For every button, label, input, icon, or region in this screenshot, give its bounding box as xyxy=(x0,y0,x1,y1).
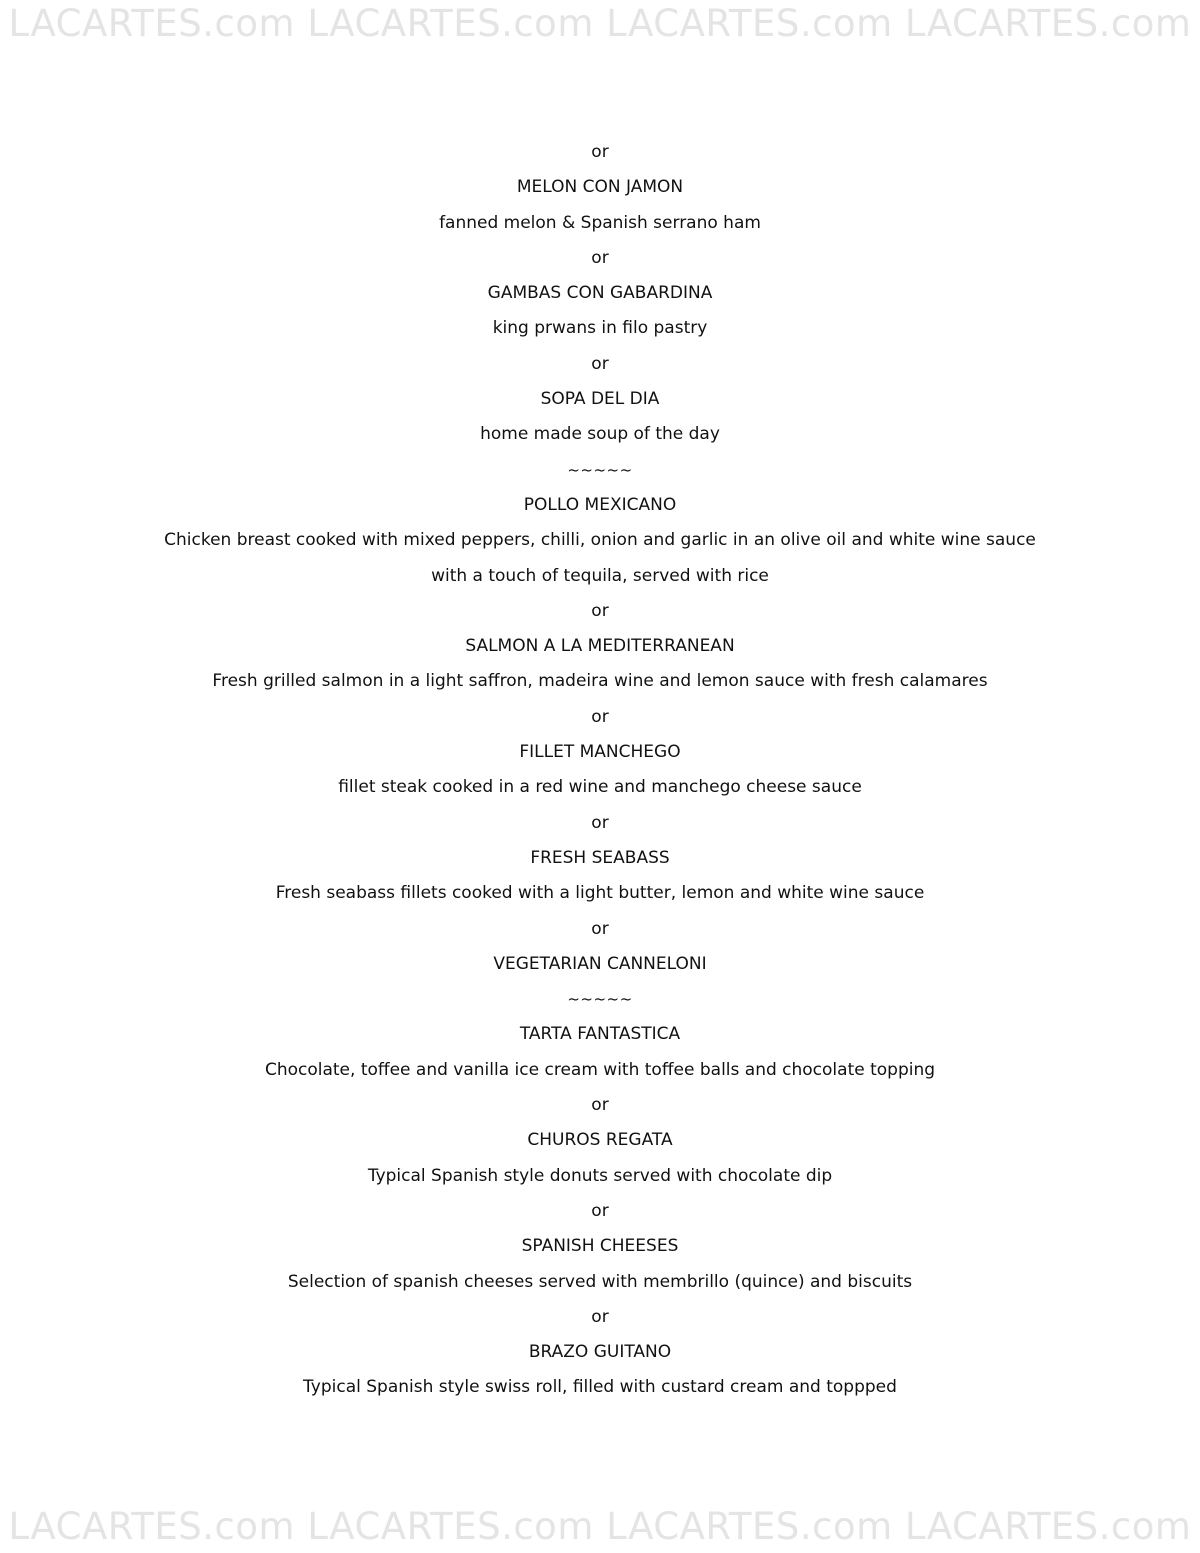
dish-name: SALMON A LA MEDITERRANEAN xyxy=(465,636,735,657)
menu-separator-or: or xyxy=(591,706,609,727)
menu-description: king prwans in filo pastry xyxy=(492,318,708,339)
menu-separator-or: or xyxy=(591,353,609,374)
watermark-bottom: LACARTES.com LACARTES.com LACARTES.com LACARTES.com xyxy=(8,1505,1192,1548)
menu-separator-or: or xyxy=(591,812,609,833)
dish-name: SPANISH CHEESES xyxy=(521,1236,679,1257)
menu-separator-or: or xyxy=(591,1095,609,1116)
dish-name: GAMBAS CON GABARDINA xyxy=(487,283,713,304)
menu-description: home made soup of the day xyxy=(480,424,720,445)
menu-description: Chicken breast cooked with mixed peppers, chilli, onion and garlic in an olive oil and white wine sauce xyxy=(164,530,1036,551)
dish-name: FILLET MANCHEGO xyxy=(519,742,681,763)
menu-description: Chocolate, toffee and vanilla ice cream with toffee balls and chocolate topping xyxy=(264,1059,936,1080)
dish-name: SOPA DEL DIA xyxy=(540,389,660,410)
menu-description: Typical Spanish style swiss roll, filled with custard cream and toppped xyxy=(303,1377,897,1398)
dish-name: VEGETARIAN CANNELONI xyxy=(493,953,707,974)
menu-description: Fresh grilled salmon in a light saffron, madeira wine and lemon sauce with fresh calamares xyxy=(212,671,988,692)
menu-separator-or: or xyxy=(591,1200,609,1221)
menu-separator-or: or xyxy=(591,918,609,939)
menu-list xyxy=(0,135,1200,1406)
menu-description: fanned melon & Spanish serrano ham xyxy=(439,212,761,233)
menu-description: Typical Spanish style donuts served with chocolate dip xyxy=(367,1165,833,1186)
menu-description: with a touch of tequila, served with rice xyxy=(431,565,769,586)
dish-name: FRESH SEABASS xyxy=(530,847,670,868)
course-divider: ~~~~~ xyxy=(567,990,633,1009)
dish-name: MELON CON JAMON xyxy=(516,177,684,198)
menu-description: Selection of spanish cheeses served with membrillo (quince) and biscuits xyxy=(287,1271,913,1292)
menu-description: fillet steak cooked in a red wine and manchego cheese sauce xyxy=(338,777,862,798)
watermark-top: LACARTES.com LACARTES.com LACARTES.com LACARTES.com xyxy=(8,2,1192,45)
dish-name: TARTA FANTASTICA xyxy=(519,1024,681,1045)
menu-separator-or: or xyxy=(591,142,609,162)
dish-name: POLLO MEXICANO xyxy=(523,494,677,515)
course-divider: ~~~~~ xyxy=(567,460,633,479)
menu-separator-or: or xyxy=(591,1306,609,1327)
dish-name: CHUROS REGATA xyxy=(527,1130,673,1151)
menu-separator-or: or xyxy=(591,247,609,268)
menu-separator-or: or xyxy=(591,600,609,621)
menu-description: Fresh seabass fillets cooked with a light butter, lemon and white wine sauce xyxy=(275,883,925,904)
dish-name: BRAZO GUITANO xyxy=(528,1342,672,1363)
